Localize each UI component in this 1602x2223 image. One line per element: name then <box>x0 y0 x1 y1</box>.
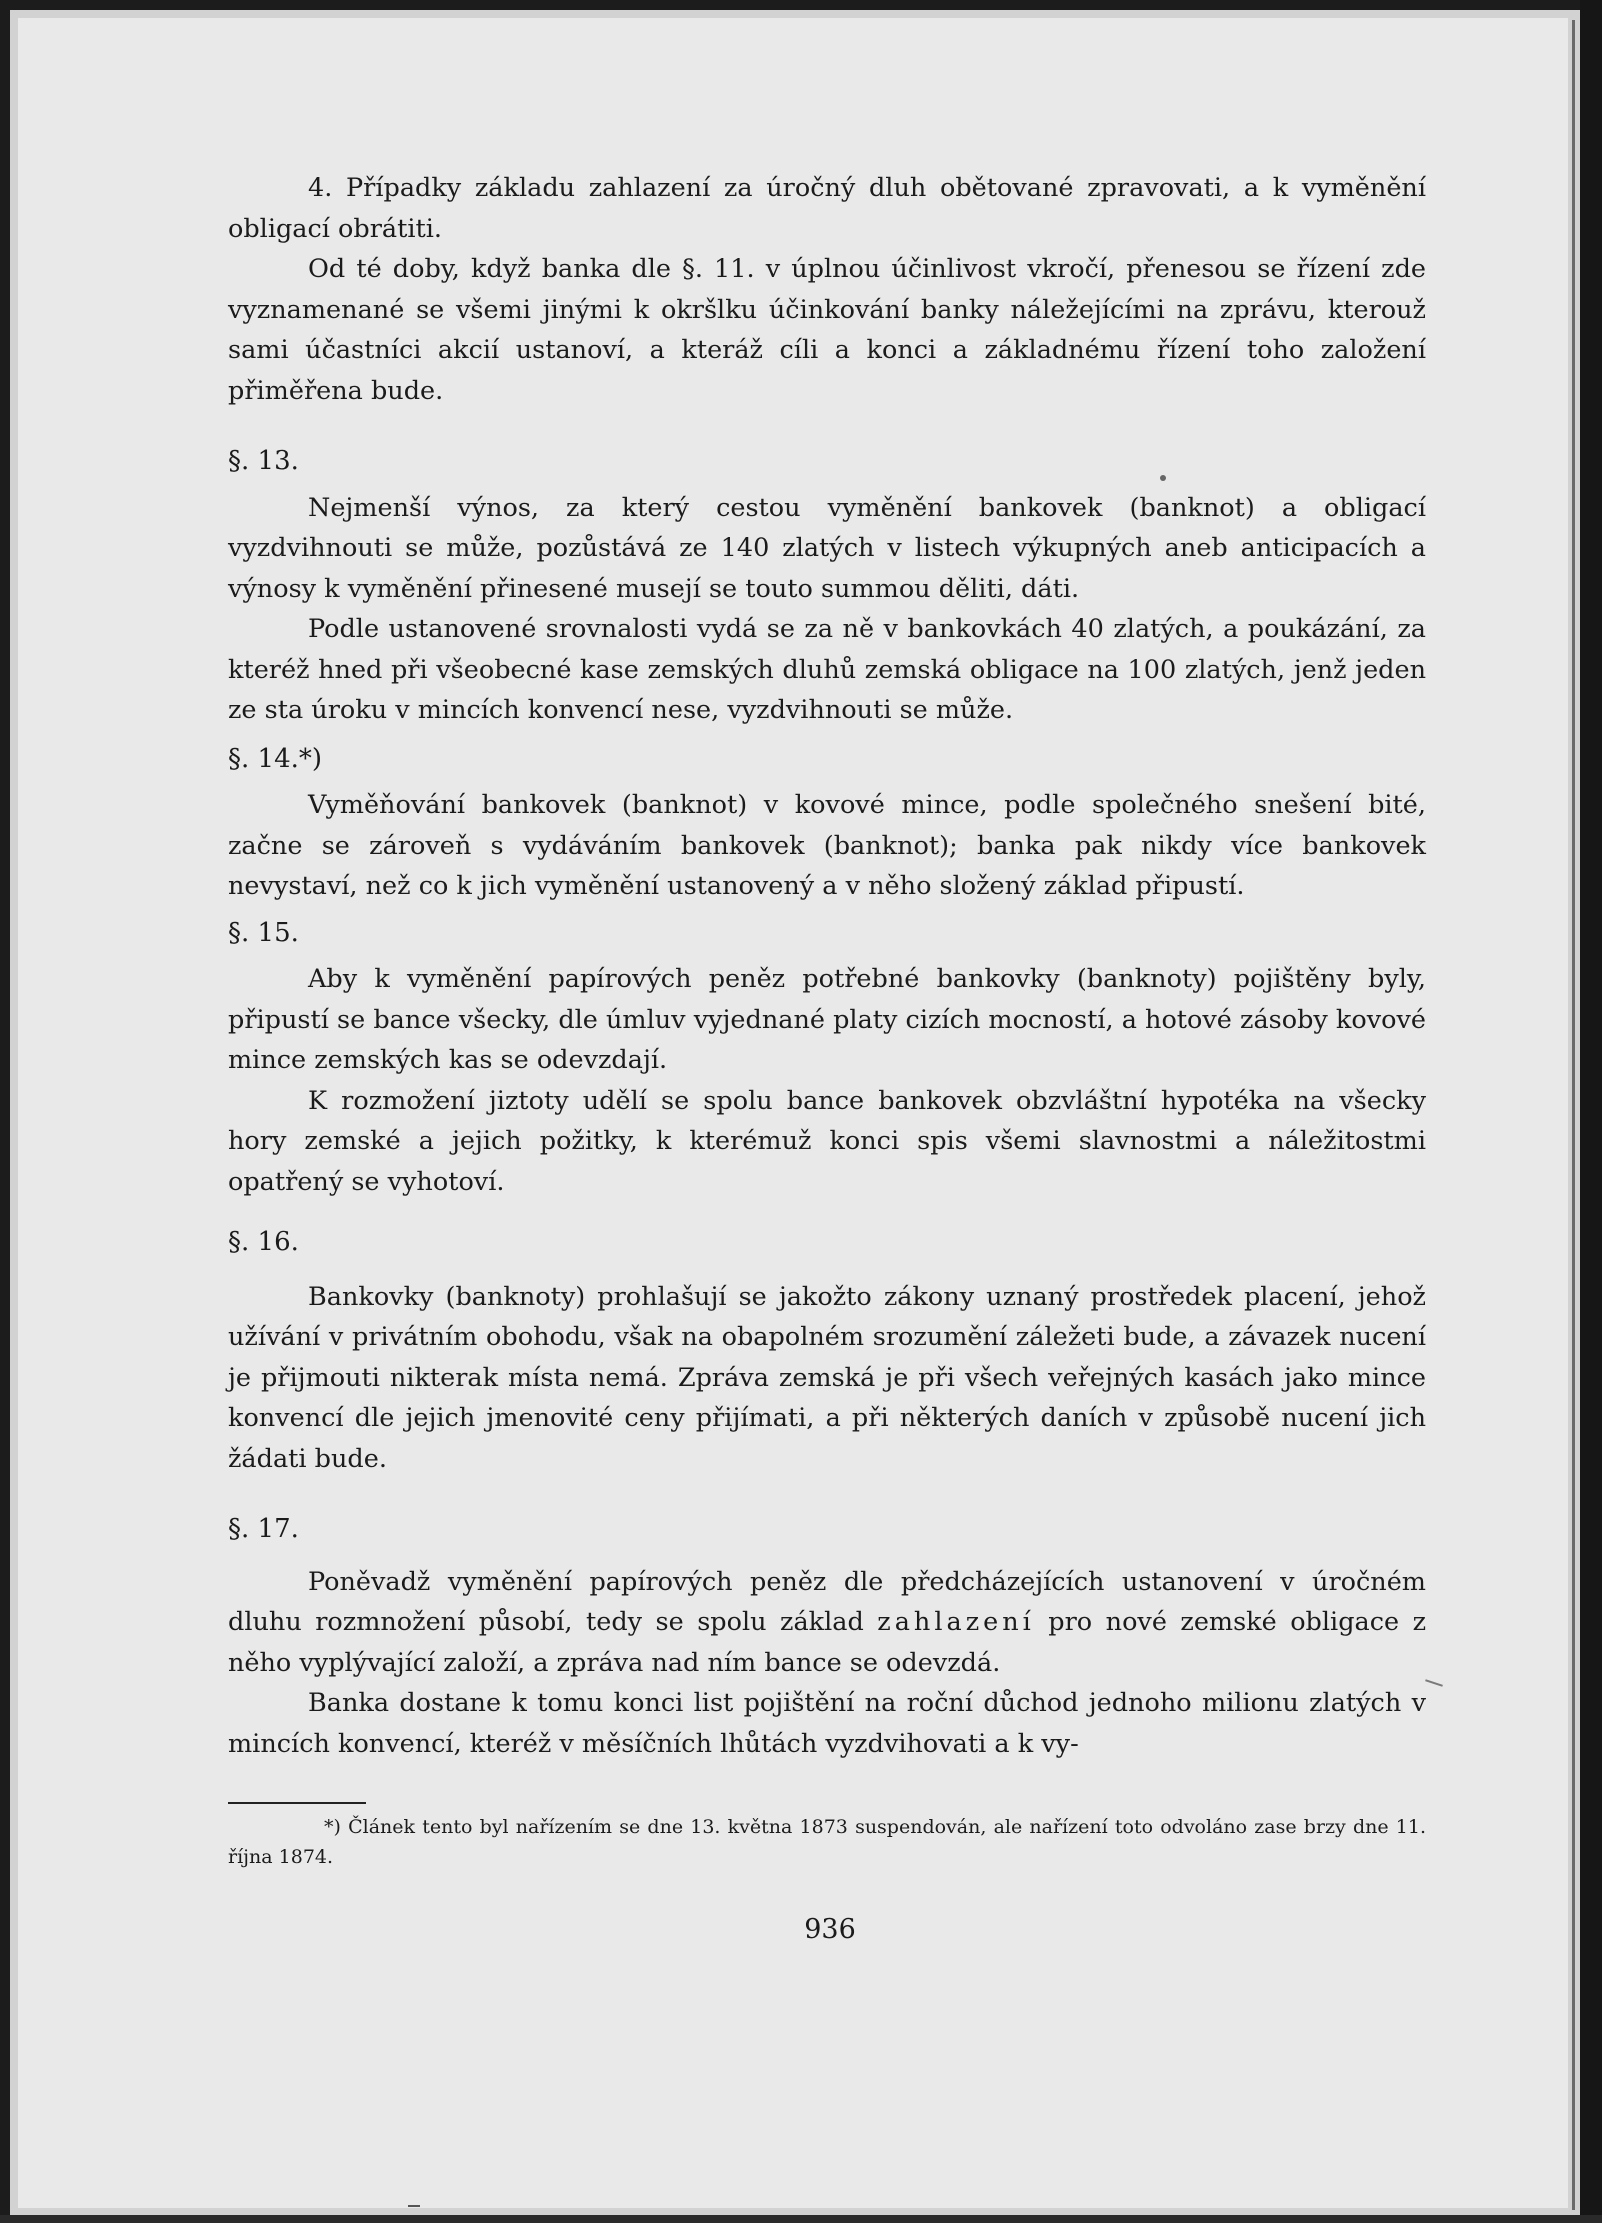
scan-border-bottom <box>0 2215 1602 2223</box>
section-heading-14: §. 14.*) <box>228 743 323 774</box>
page-edge-line <box>1572 20 1575 2210</box>
scan-border-right <box>1580 0 1602 2223</box>
paragraph: Aby k vyměnění papírových peněz potřebné bankovky (banknoty) pojištěny byly, připustí se bance všecky, dle úmluv vyjednané platy cizích mocností, a hotové zásoby kovové mince zemských kas se odevzdají. <box>228 964 1426 1075</box>
paragraph-text: Poněvadž vyměnění papírových peněz dle předcházejících ustanovení v úročném dluhu rozmnožení působí, tedy se spolu základ <box>228 1566 1426 1637</box>
footnote: *) Článek tento byl nařízením se dne 13. května 1873 suspendován, ale nařízení toto odvoláno zase brzy dne 11. října 1874. <box>228 1816 1426 1868</box>
scan-border-top <box>0 0 1602 10</box>
paragraph: K rozmožení jiztoty udělí se spolu bance bankovek obzvláštní hypotéka na všecky hory zemské a jejich požitky, k kterémuž konci spis všemi slavnostmi a náležitostmi opatřený se vyhotoví. <box>228 1085 1426 1197</box>
section-heading-15: §. 15. <box>228 917 299 948</box>
paragraph: Nejmenší výnos, za který cestou vyměnění bankovek (banknot) a obligací vyzdvihnouti se může, pozůstává ze 140 zlatých v listech výkupných aneb anticipacích a výnosy k vyměnění přinesené musejí se touto summou děliti, dáti. <box>228 492 1426 604</box>
paragraph <box>228 1562 1426 1684</box>
document-body <box>228 168 1426 1764</box>
section-heading-17: §. 17. <box>228 1514 299 1544</box>
scan-border-left <box>0 0 10 2223</box>
scan-mark <box>408 2205 420 2207</box>
paragraph: Podle ustanovené srovnalosti vydá se za ně v bankovkách 40 zlatých, a poukázání, za kteréž hned při všeobecné kase zemských dluhů zemská obligace na 100 zlatých, jenž jeden ze sta úroku v mincích konvencí nese, vyzdvihnouti se může. <box>228 614 1426 725</box>
section-heading-16: §. 16. <box>228 1227 299 1257</box>
paragraph: 4. Případky základu zahlazení za úročný dluh obětované zpravovati, a k vyměnění obligací obrátiti. <box>228 173 1426 244</box>
paragraph: Bankovky (banknoty) prohlašují se jakožto zákony uznaný prostředek placení, jehož užívání v privátním obohodu, však na obapolném srozumění záležeti bude, a závazek nucení je přijmouti nikterak místa nemá. Zpráva zemská je při všech veřejných kasách jako mince konvencí dle jejich jmenovité ceny přijímati, a při některých daních v způsobě nucení jich žádati bude. <box>228 1281 1426 1474</box>
page-number: 936 <box>804 1914 856 1945</box>
footnote-divider <box>228 1802 366 1804</box>
paragraph: Vyměňování bankovek (banknot) v kovové mince, podle společného snešení bité, začne se zároveň s vydáváním bankovek (banknot); banka pak nikdy více bankovek nevystaví, než co k jich vyměnění ustanovený a v něho složený základ připustí. <box>228 790 1426 901</box>
spaced-emphasis: zahlazení <box>877 1607 1035 1637</box>
paragraph-text: pro nové zemské obligace z něho vyplývající založí, a zpráva nad ním bance se odevzdá. <box>228 1607 1427 1678</box>
paragraph: Banka dostane k tomu konci list pojištění na roční důchod jednoho milionu zlatých v mincích konvencí, kteréž v měsíčních lhůtách vyzdvihovati a k vy- <box>228 1688 1426 1759</box>
paragraph: Od té doby, když banka dle §. 11. v úplnou účinlivost vkročí, přenesou se řízení zde vyznamenané se všemi jinými k okršlku účinkování banky náležejícími na zprávu, kterouž sami účastníci akcií ustanoví, a kteráž cíli a konci a základnému řízení toho založení přiměřena bude. <box>228 254 1426 406</box>
section-heading-13: §. 13. <box>228 446 299 476</box>
